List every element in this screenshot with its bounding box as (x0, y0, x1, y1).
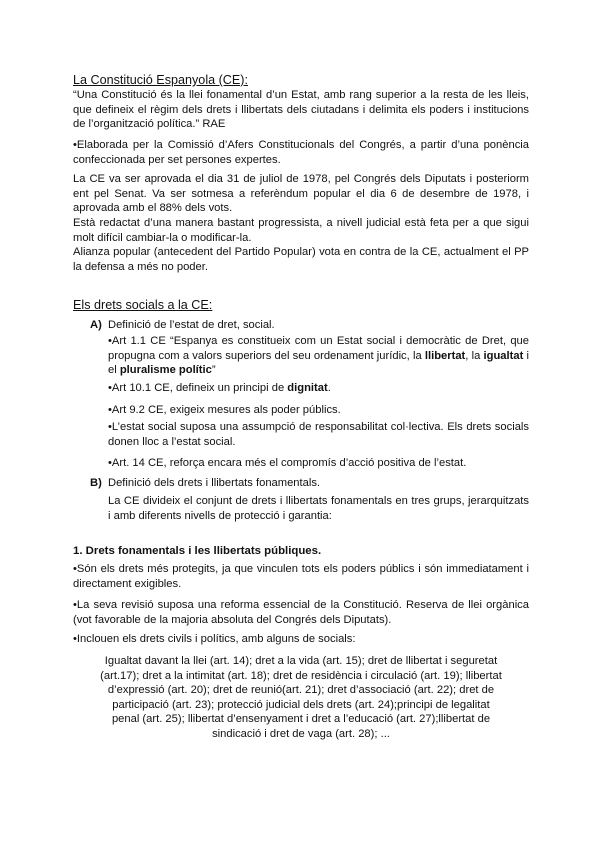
art-1-1-paragraph: •Art 1.1 CE “Espanya es constitueix com un Estat social i democràtic de Dret, que propugna com a valors superiors del seu ordenament jurídic, la llibertat, la igualtat i el pluralisme polític” (108, 335, 530, 377)
revisio-paragraph: •La seva revisió suposa una reforma essencial de la Constitució. Reserva de llei orgànica (vot favorable de la majoria absoluta del Congrés dels Diputats). (73, 599, 529, 626)
item-b-title: Definició dels drets i llibertats fonamentals. (108, 477, 321, 489)
item-a-title: Definició de l’estat de dret, social. (108, 319, 275, 331)
item-a-label: A) (90, 319, 102, 331)
elaborada-paragraph: •Elaborada per la Comissió d’Afers Constitucionals del Congrés, a partir d’una ponència confeccionada per set persones expertes. (73, 139, 529, 166)
keyword-igualtat: igualtat (483, 349, 524, 362)
keyword-pluralisme: pluralisme polític (119, 364, 212, 377)
item-b-label: B) (90, 477, 102, 489)
aprovada-paragraph: La CE va ser aprovada el dia 31 de juliol de 1978, pel Congrés dels Diputats i posteriorm ent pel Senat. Va ser sotmesa a referèndum popular el dia 6 de desembre de 1978, i aprovada amb el 88% dels vots. (73, 173, 529, 215)
rights-list: Igualtat davant la llei (art. 14); dret a la vida (art. 15); dret de llibertat i seguretat (art.17); dret a la intimitat (art. 18); dret de residència i circulació (art. 19); llibertat d’expressió (art. 20); dret de reunió(art. 21); dret d’associació (art. 22); dret de participació (art. 23); protecció judicial dels drets (art. 24);principi de legalitat penal (art. 25); llibertat d’ensenyament i dret a l’educació (art. 27);llibertat de sindicació i dret de vaga (art. 28); ... (100, 655, 502, 740)
protegits-paragraph: •Són els drets més protegits, ja que vinculen tots els poders públics i són immediatament i directament exigibles. (73, 563, 529, 590)
estat-social-paragraph: •L’estat social suposa una assumpció de responsabilitat col·lectiva. Els drets socials donen lloc a l’estat social. (108, 421, 529, 448)
art-9-2-paragraph: •Art 9.2 CE, exigeix mesures als poder públics. (108, 404, 341, 416)
definition-paragraph: “Una Constitució és la llei fonamental d’un Estat, amb rang superior a la resta de les lleis, que defineix el règim dels drets i llibertats dels ciutadans i delimita els poders i institucions de l’organització política.” RAE (73, 89, 529, 131)
inclouen-paragraph: •Inclouen els drets civils i polítics, amb alguns de socials: (73, 633, 356, 645)
section-heading-drets-fonamentals: 1. Drets fonamentals i les llibertats públiques. (73, 545, 322, 557)
art-10-1-paragraph: •Art 10.1 CE, defineix un principi de dignitat. (108, 382, 331, 394)
keyword-dignitat: dignitat (287, 382, 328, 394)
keyword-llibertat: llibertat (424, 349, 466, 362)
alianza-paragraph: Alianza popular (antecedent del Partido Popular) vota en contra de la CE, actualment el PP la defensa a més no poder. (73, 246, 529, 273)
art-14-paragraph: •Art. 14 CE, reforça encara més el compromís d’acció positiva de l’estat. (108, 457, 467, 469)
redactat-paragraph: Està redactat d’una manera bastant progressista, a nivell judicial està feta per a que sigui molt difícil cambiar-la o modificar-la. (73, 217, 529, 244)
item-b-body: La CE divideix el conjunt de drets i llibertats fonamentals en tres grups, jerarquitzats i amb diferents nivells de protecció i garantia: (108, 495, 529, 522)
section-heading-constitucio: La Constitució Espanyola (CE): (73, 73, 248, 87)
section-heading-drets-socials: Els drets socials a la CE: (73, 298, 213, 312)
